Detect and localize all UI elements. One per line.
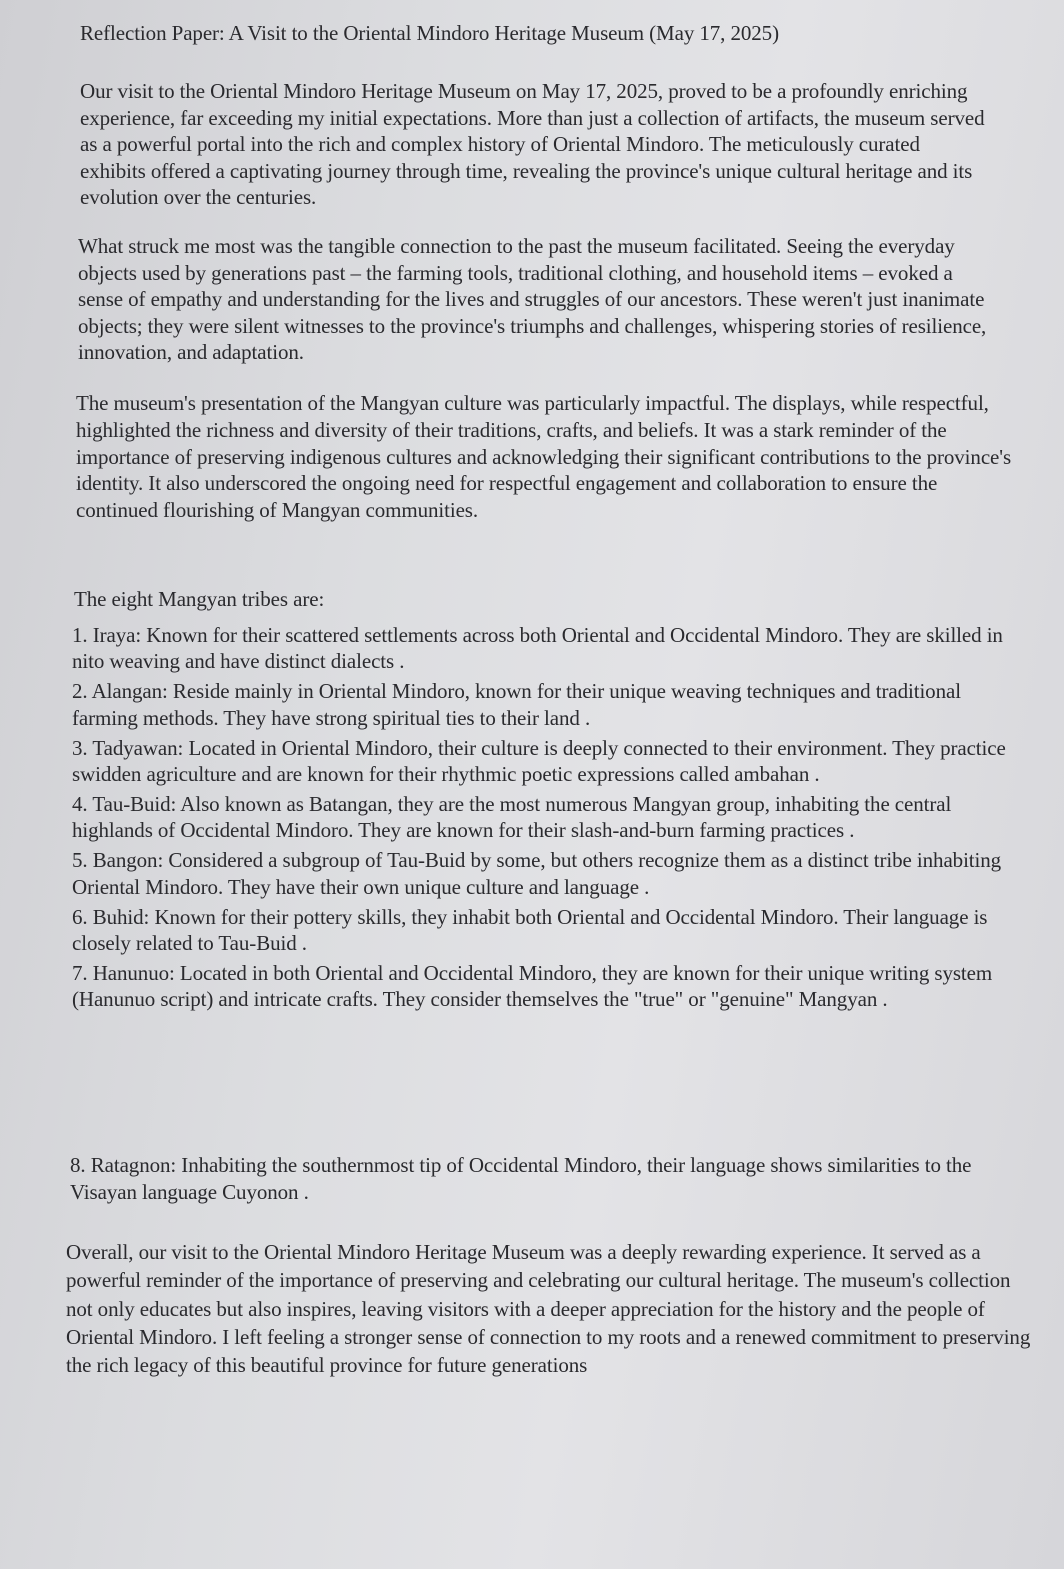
tribe-description: Known for their pottery skills, they inhabit both Oriental and Occidental Mindoro. Their language is closely related to Tau-Buid .: [72, 904, 988, 955]
tribe-description: Reside mainly in Oriental Mindoro, known for their unique weaving techniques and traditional farming methods. They have strong spiritual ties to their land .: [72, 679, 961, 730]
tribe-description: Located in Oriental Mindoro, their culture is deeply connected to their environment. They practice swidden agriculture and are known for their rhythmic poetic expressions called ambahan .: [72, 735, 1006, 787]
paragraph-intro: Our visit to the Oriental Mindoro Heritage Museum on May 17, 2025, proved to be a profoundly enriching experience, far exceeding my initial expectations. More than just a collection of artifacts, the museum served as a powerful portal into the rich and complex history of Oriental Mindoro. The meticulously curated exhibits offered a captivating journey through time, revealing the province's unique cultural heritage and its evolution over the centuries.: [80, 79, 985, 209]
tribe-name: Buhid:: [92, 904, 150, 929]
paragraph-mangyan-culture: The museum's presentation of the Mangyan culture was particularly impactful. The displays, while respectful, highlighted the richness and diversity of their traditions, crafts, and beliefs. It was a stark reminder of the importance of preserving indigenous cultures and acknowledging their significant contributions to the province's identity. It also underscored the ongoing need for respectful engagement and collaboration to ensure the continued flourishing of Mangyan communities.: [76, 391, 1012, 523]
paragraph-conclusion: Overall, our visit to the Oriental Mindoro Heritage Museum was a deeply rewarding experience. It served as a powerful reminder of the importance of preserving and celebrating our cultural heritage. The museum's collection not only educates but also inspires, leaving visitors with a deeper appreciation for the history and the people of Oriental Mindoro. I left feeling a stronger sense of connection to my roots and a renewed commitment to preserving the rich legacy of this beautiful province for future generations: [66, 1240, 1031, 1378]
tribe-number: 4.: [72, 791, 88, 816]
tribes-intro: The eight Mangyan tribes are:: [74, 587, 325, 611]
tribe-name: Tau-Buid:: [92, 791, 177, 816]
tribe-description: Known for their scattered settlements across both Oriental and Occidental Mindoro. They are skilled in nito weaving and have distinct dialects .: [72, 623, 1003, 674]
list-item: [72, 904, 1017, 957]
tribe-number: 7.: [72, 960, 88, 985]
tribe-number: 5.: [72, 848, 88, 873]
tribe-number: 2.: [72, 679, 88, 704]
tribe-name: Iraya:: [92, 623, 142, 647]
tribe-number: 1.: [72, 623, 88, 647]
list-item: [72, 622, 1017, 675]
tribe-name: Hanunuo:: [92, 960, 175, 985]
document-title: Reflection Paper: A Visit to the Oriental Mindoro Heritage Museum (May 17, 2025): [80, 21, 779, 45]
list-item: [70, 1152, 990, 1205]
tribe-number: 3.: [72, 735, 88, 760]
list-item: [72, 735, 1017, 788]
tribe-description: Inhabiting the southernmost tip of Occidental Mindoro, their language shows similarities to the Visayan language Cuyonon .: [70, 1153, 972, 1204]
tribe-description: Considered a subgroup of Tau-Buid by some, but others recognize them as a distinct tribe inhabiting Oriental Mindoro. They have their own unique culture and language .: [72, 848, 1002, 899]
tribe-name: Tadyawan:: [92, 735, 184, 760]
list-item: [72, 847, 1017, 900]
tribe-description: Located in both Oriental and Occidental Mindoro, they are known for their unique writing system (Hanunuo script) and intricate crafts. They consider themselves the "true" or "genuine" Mangyan .: [72, 960, 993, 1012]
list-item: [72, 678, 1017, 731]
list-item: [72, 960, 1017, 1013]
tribe-name: Alangan:: [91, 679, 168, 704]
tribe-list: [72, 622, 1017, 1016]
tribe-number: 8.: [70, 1153, 86, 1177]
list-item: [72, 791, 1017, 844]
tribe-name: Bangon:: [92, 848, 164, 873]
tribe-number: 6.: [72, 904, 88, 929]
tribe-description: Also known as Batangan, they are the most numerous Mangyan group, inhabiting the central highlands of Occidental Mindoro. They are known for their slash-and-burn farming practices .: [72, 791, 952, 843]
tribe-name: Ratagnon:: [90, 1153, 177, 1177]
paragraph-connection: What struck me most was the tangible connection to the past the museum facilitated. Seeing the everyday objects used by generations past – the farming tools, traditional clothing, and household items – evoked a sense of empathy and understanding for the lives and struggles of our ancestors. These weren't just inanimate objects; they were silent witnesses to the province's triumphs and challenges, whispering stories of resilience, innovation, and adaptation.: [78, 234, 987, 364]
